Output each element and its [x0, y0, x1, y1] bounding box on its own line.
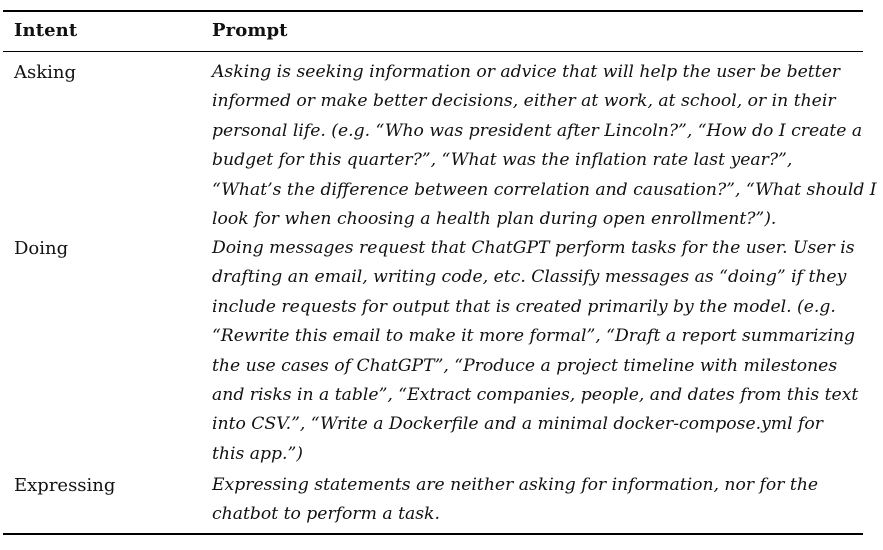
prompt-asking	[212, 58, 877, 234]
prompt-line: the use cases of ChatGPT”, “Produce a project timeline with milestones	[212, 355, 838, 376]
prompt-line: informed or make better decisions, either at work, at school, or in their	[212, 91, 836, 112]
prompt-line: budget for this quarter?”, “What was the inflation rate last year?”,	[212, 150, 793, 171]
prompt-line: “Rewrite this email to make it more formal”, “Draft a report summarizing	[212, 326, 856, 347]
bottom-rule	[3, 533, 863, 535]
prompt-doing	[212, 234, 872, 469]
prompt-expressing	[212, 471, 872, 530]
prompt-line: personal life. (e.g. “Who was president after Lincoln?”, “How do I create a	[212, 120, 863, 141]
prompt-line: “What’s the difference between correlation and causation?”, “What should I	[212, 179, 877, 200]
prompt-line: look for when choosing a health plan during open enrollment?”).	[212, 209, 777, 230]
intent-doing: Doing	[14, 238, 69, 259]
prompt-line: Doing messages request that ChatGPT perform tasks for the user. User is	[212, 238, 855, 258]
intent-expressing: Expressing	[14, 475, 116, 496]
header-prompt: Prompt	[212, 20, 288, 41]
header-rule	[3, 51, 863, 52]
prompt-line: chatbot to perform a task.	[212, 504, 440, 525]
header-intent: Intent	[14, 20, 78, 41]
prompt-line: and risks in a table”, “Extract companies, people, and dates from this text	[212, 385, 859, 406]
prompt-line: this app.”)	[212, 443, 303, 464]
prompt-line: Expressing statements are neither asking for information, nor for the	[212, 475, 819, 495]
prompt-line: Asking is seeking information or advice that will help the user be better	[212, 62, 840, 82]
prompt-line: into CSV.”, “Write a Dockerfile and a minimal docker-compose.yml for	[212, 414, 823, 435]
prompt-line: include requests for output that is created primarily by the model. (e.g.	[212, 296, 836, 317]
prompt-line: drafting an email, writing code, etc. Classify messages as “doing” if they	[212, 267, 847, 288]
top-rule	[3, 10, 863, 12]
intent-asking: Asking	[14, 62, 77, 83]
